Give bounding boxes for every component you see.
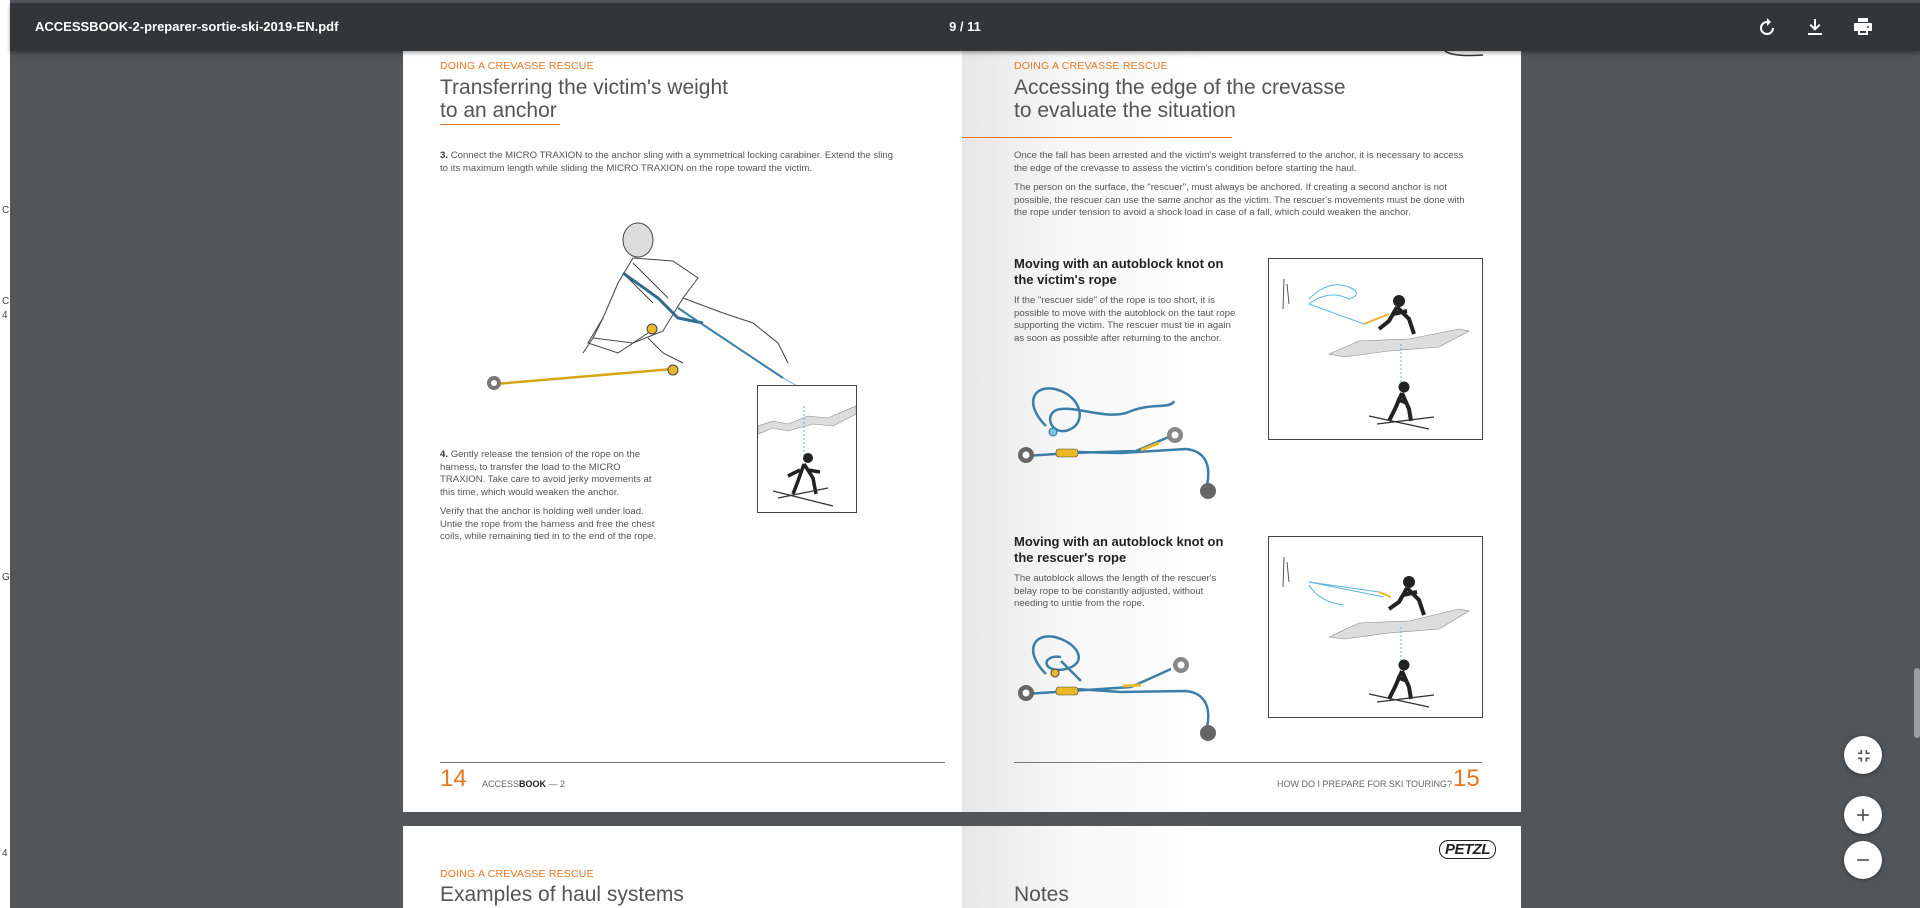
pdf-page-spread-16-17 <box>403 826 1521 908</box>
subsection-title-victim-rope: Moving with an autoblock knot on the victim's rope <box>1014 256 1224 287</box>
pdf-toolbar <box>10 3 1920 51</box>
left-fragment: 4 <box>2 310 8 321</box>
document-title: ACCESSBOOK-2-preparer-sortie-ski-2019-EN.pdf <box>35 19 339 34</box>
autoblock-rescuer-rope-scene <box>1268 536 1483 718</box>
autoblock-rescuer-rope-diagram <box>1011 629 1233 749</box>
intro-paragraph-1: Once the fall has been arrested and the victim's weight transferred to the anchor, it is necessary to access the edge of the crevasse to assess the victim's condition before starting the haul. <box>1014 150 1464 174</box>
page-title-line1: Transferring the victim's weight <box>440 76 728 99</box>
title-underline <box>440 124 560 125</box>
autoblock-victim-rope-diagram <box>1011 381 1233 501</box>
subsection-text-rescuer-rope: The autoblock allows the length of the rescuer's belay rope to be constantly adjusted, without needing to untie from the rope. <box>1014 573 1217 610</box>
step-3-text: 3. Connect the MICRO TRAXION to the anchor sling with a symmetrical locking carabiner. Extend the sling to its maximum length while sliding the MICRO TRAXION on the rope toward the victim. <box>440 150 894 174</box>
footer-right-text: HOW DO I PREPARE FOR SKI TOURING? <box>1277 779 1453 789</box>
print-icon <box>1851 15 1875 39</box>
download-button[interactable] <box>1803 15 1827 39</box>
page-indicator: 9 / 11 <box>949 19 981 34</box>
subsection-text-victim-rope: If the "rescuer side" of the rope is too short, it is possible to move with the autoblock on the taut rope supporting the victim. The rescuer must tie in again as soon as possible after returning to the anchor. <box>1014 295 1236 344</box>
zoom-in-icon <box>1853 805 1873 825</box>
page-number-15: 15 <box>1453 765 1480 792</box>
page-title-line2: to evaluate the situation <box>1014 99 1236 122</box>
title-underline <box>962 137 1232 138</box>
intro-paragraph-2: The person on the surface, the "rescuer", must always be anchored. If creating a second anchor is not possible, the rescuer can use the same anchor as the victim. The rescuer's movements must be done with the rope under tension to avoid a shock load in case of a fall, which could weaken the anchor. <box>1014 182 1465 219</box>
print-button[interactable] <box>1851 15 1875 39</box>
section-label: DOING A CREVASSE RESCUE <box>440 60 594 72</box>
page-title-line1: Accessing the edge of the crevasse <box>1014 76 1346 99</box>
zoom-out-icon <box>1853 850 1873 870</box>
zoom-in-button[interactable] <box>1844 796 1882 834</box>
notes-title: Notes <box>1014 883 1069 906</box>
download-icon <box>1803 15 1827 39</box>
autoblock-victim-rope-scene <box>1268 258 1483 440</box>
left-fragment: G <box>2 572 10 583</box>
scrollbar-thumb[interactable] <box>1914 668 1920 738</box>
step-4-text: 4. Gently release the tension of the rope on the harness, to transfer the load to the MICRO TRAXION. Take care to avoid jerky movements at this time, which would weaken the anchor. <box>440 449 652 498</box>
page-number-14: 14 <box>440 765 467 792</box>
footer-rule-right <box>1014 762 1482 763</box>
footer-rule-left <box>440 762 945 763</box>
rotate-icon <box>1755 15 1779 39</box>
logo-fragment-top <box>1443 51 1493 57</box>
left-edge-strip <box>0 0 10 908</box>
step-4-text-2: Verify that the anchor is holding well under load. Untie the rope from the harness and free the chest coils, while remaining tied in to the end of the rope. <box>440 506 656 543</box>
pdf-page-spread-14-15 <box>403 51 1521 812</box>
page-title: Examples of haul systems <box>440 883 684 906</box>
section-label: DOING A CREVASSE RESCUE <box>440 868 594 880</box>
fit-to-page-icon <box>1853 745 1873 765</box>
rescuer-crouching-illustration <box>483 203 853 403</box>
left-fragment: 4 <box>2 848 8 859</box>
section-label: DOING A CREVASSE RESCUE <box>1014 60 1168 72</box>
fit-to-page-button[interactable] <box>1844 736 1882 774</box>
petzl-logo: PETZL <box>1439 840 1496 859</box>
footer-left-text: ACCESSBOOK — 2 <box>482 779 566 789</box>
subsection-title-rescuer-rope: Moving with an autoblock knot on the rescuer's rope <box>1014 534 1224 565</box>
left-fragment: C <box>2 296 10 307</box>
page-title-line2: to an anchor <box>440 99 557 122</box>
victim-inset-illustration <box>757 385 857 513</box>
left-fragment: C <box>2 205 10 216</box>
zoom-out-button[interactable] <box>1844 841 1882 879</box>
rotate-button[interactable] <box>1755 15 1779 39</box>
